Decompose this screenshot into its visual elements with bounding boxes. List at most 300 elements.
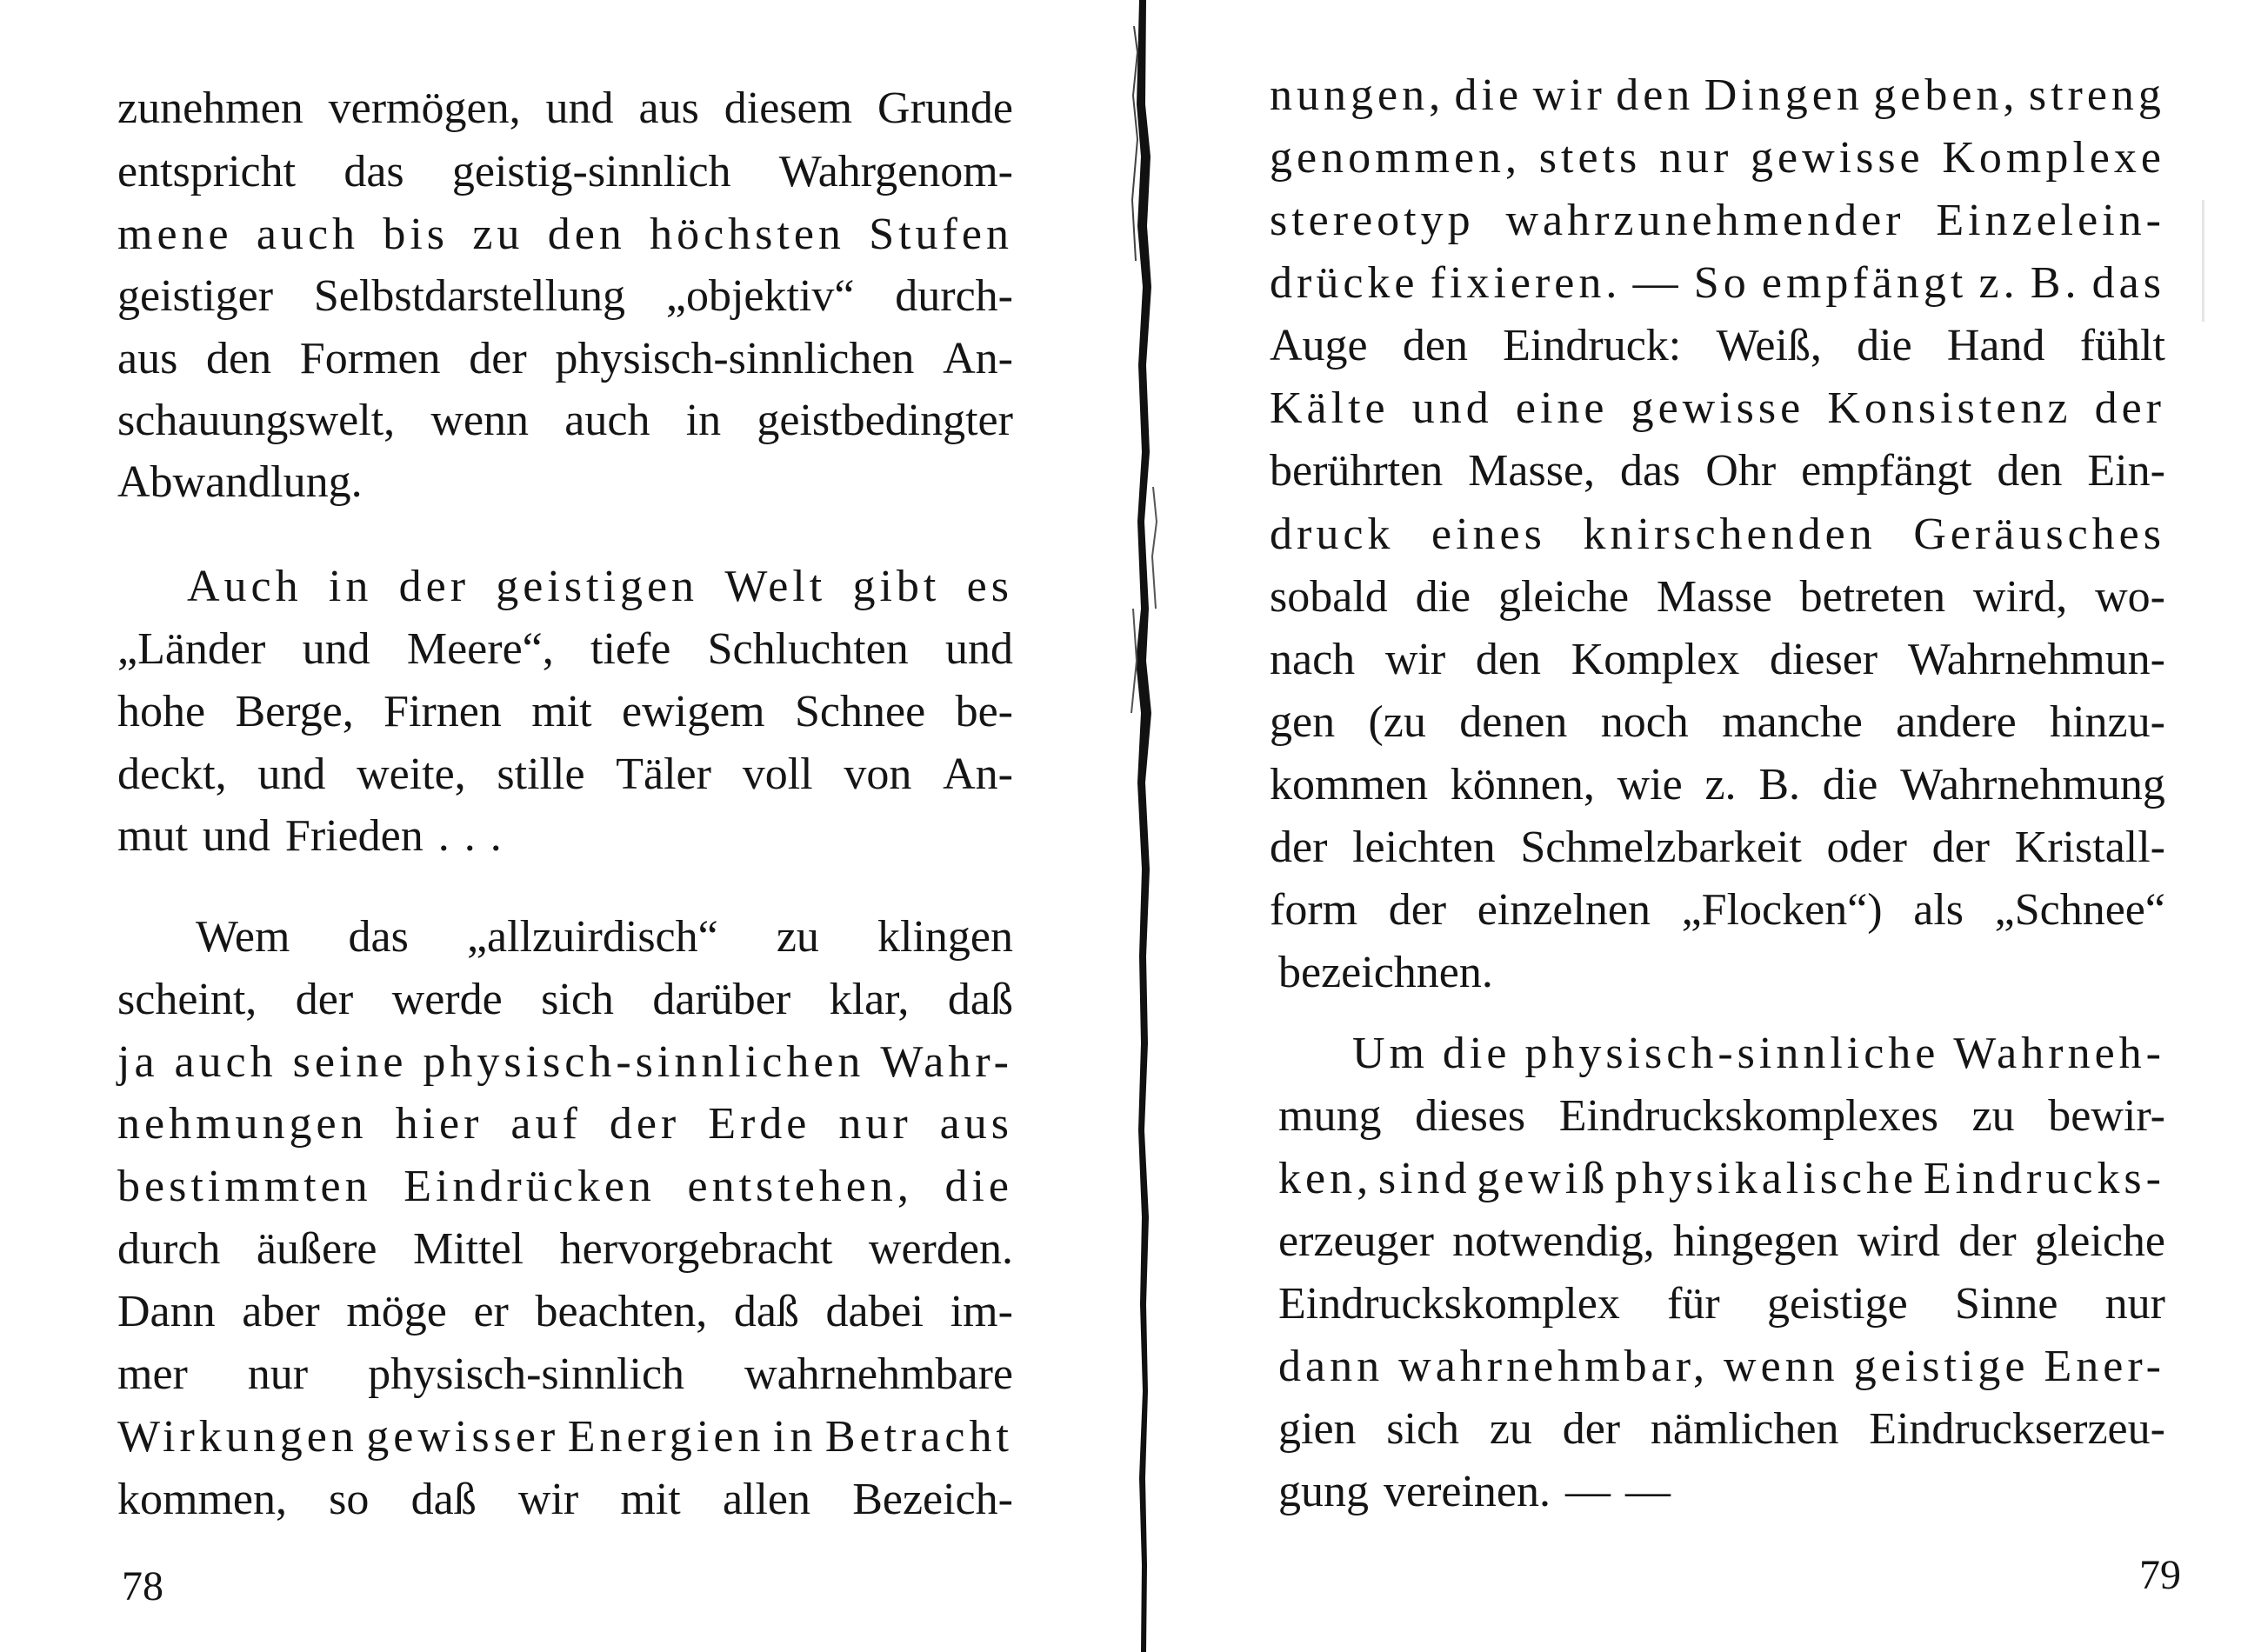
word: andere	[1896, 697, 2017, 747]
word: sich	[1386, 1404, 1460, 1454]
text-line	[196, 907, 1013, 968]
word: werde	[391, 975, 503, 1024]
word: hinzu-	[2050, 697, 2165, 747]
word: Kälte	[1270, 383, 1390, 433]
word: zu	[776, 912, 819, 962]
word: aus	[638, 83, 699, 133]
word: nach	[1270, 635, 1356, 684]
word: gien	[1278, 1404, 1357, 1454]
word: leichten	[1352, 823, 1496, 872]
word: die	[1415, 572, 1471, 622]
word: Masse,	[1468, 446, 1596, 496]
word: daß	[947, 975, 1013, 1024]
text-line	[117, 390, 1013, 451]
word: werden.	[868, 1224, 1013, 1274]
word: die	[944, 1162, 1013, 1211]
word: gleiche	[2034, 1216, 2165, 1266]
word: Weiß,	[1716, 321, 1822, 370]
word: Energien	[567, 1412, 765, 1462]
word: Eindrücken	[404, 1162, 656, 1211]
word: denen	[1459, 697, 1568, 747]
word: Um	[1352, 1029, 1429, 1078]
word: physisch-sinnlichen	[423, 1037, 865, 1087]
text-line	[1270, 65, 2165, 126]
word: im-	[950, 1287, 1013, 1336]
word: und	[202, 811, 270, 861]
word: wir	[1384, 635, 1446, 684]
word: wie	[1617, 760, 1683, 809]
word: möge	[346, 1287, 447, 1336]
word: den	[1475, 635, 1541, 684]
word: Wirkungen	[117, 1412, 358, 1462]
word: sich	[541, 975, 614, 1024]
word: der	[398, 562, 470, 611]
word: gung	[1278, 1467, 1369, 1516]
text-line	[117, 1344, 1013, 1405]
word: Konsistenz	[1827, 383, 2072, 433]
word: er	[473, 1287, 509, 1336]
word: den	[1997, 446, 2063, 496]
word: sobald	[1270, 572, 1388, 622]
word: aus	[117, 334, 178, 383]
word: bestimmten	[117, 1162, 372, 1211]
word: gewisse	[1631, 383, 1805, 433]
word: mer	[117, 1349, 188, 1399]
word: Erde	[708, 1099, 811, 1149]
word: der	[1388, 885, 1447, 935]
text-line	[1270, 253, 2165, 314]
word: Hand	[1946, 321, 2045, 370]
word: geistig-sinnlich	[451, 147, 731, 197]
text-line	[1270, 316, 2165, 376]
word: Wahrneh-	[1953, 1029, 2165, 1078]
word: .	[464, 811, 476, 861]
word: betreten	[1799, 572, 1946, 622]
word: Wem	[196, 912, 290, 962]
word: knirschenden	[1583, 510, 1877, 559]
word: dieses	[1415, 1091, 1526, 1141]
text-line	[1270, 880, 2165, 941]
word: wahrnehmbar,	[1398, 1342, 1709, 1391]
word: An-	[943, 334, 1013, 383]
word: durch-	[895, 271, 1013, 321]
word: wahrnehmbare	[744, 1349, 1013, 1399]
word: Kristall-	[2014, 823, 2165, 872]
word: darüber	[652, 975, 791, 1024]
word: bezeichnen.	[1278, 948, 1493, 997]
word: notwendig,	[1452, 1216, 1655, 1266]
word: mit	[620, 1475, 681, 1524]
word: beachten,	[535, 1287, 708, 1336]
word: Geräusches	[1913, 510, 2165, 559]
text-line	[1270, 190, 2165, 251]
word: geistigen	[496, 562, 699, 611]
word: nur	[1658, 133, 1733, 183]
word: geistige	[1853, 1342, 2030, 1391]
word: dann	[1278, 1342, 1384, 1391]
word: Welt	[724, 562, 827, 611]
word: können,	[1450, 760, 1595, 809]
word: druck	[1270, 510, 1395, 559]
text-line	[117, 266, 1013, 327]
word: vermögen,	[328, 83, 521, 133]
text-line	[1278, 1399, 2165, 1460]
word: B.	[1758, 760, 1801, 809]
word: Dingen	[1704, 70, 1864, 120]
word: stereotyp	[1270, 196, 1475, 245]
text-line	[1278, 943, 2165, 1003]
word: den	[206, 334, 272, 383]
word: als	[1913, 885, 1964, 935]
word: kommen,	[117, 1475, 287, 1524]
word: Schnee	[795, 687, 926, 736]
word: wir	[517, 1475, 579, 1524]
word: gewisser	[366, 1412, 560, 1462]
word: physisch-sinnliche	[1524, 1029, 1940, 1078]
right-page	[1157, 0, 2261, 1652]
text-line	[117, 1469, 1013, 1530]
word: gewisse	[1751, 133, 1924, 183]
word: daß	[733, 1287, 799, 1336]
word: der	[1562, 1404, 1621, 1454]
text-line	[1278, 1274, 2165, 1335]
word: der	[2094, 383, 2165, 433]
word: empfängt	[1801, 446, 1972, 496]
word: Schmelzbarkeit	[1520, 823, 1802, 872]
word: tiefe	[590, 624, 671, 674]
word: mut	[117, 811, 188, 861]
text-line	[1352, 1023, 2165, 1084]
text-line	[117, 452, 1013, 513]
word: es	[966, 562, 1013, 611]
word: wahrzunehmender	[1505, 196, 1905, 245]
word: Masse	[1656, 572, 1772, 622]
word: Betracht	[824, 1412, 1013, 1462]
word: Bezeich-	[852, 1475, 1013, 1524]
word: Meere“,	[406, 624, 554, 674]
word: allen	[722, 1475, 810, 1524]
word: wir	[1532, 70, 1606, 120]
word: oder	[1826, 823, 1907, 872]
word: zunehmen	[117, 83, 303, 133]
word: die	[1442, 1029, 1511, 1078]
word: voll	[742, 749, 813, 799]
word: gen	[1270, 697, 1336, 747]
text-line	[1278, 1462, 2165, 1522]
word: aus	[939, 1099, 1013, 1149]
word: daß	[410, 1475, 477, 1524]
word: zu	[472, 210, 524, 259]
word: auf	[510, 1099, 582, 1149]
word: B.	[2030, 258, 2081, 308]
word: bewir-	[2048, 1091, 2165, 1141]
word: zu	[1971, 1091, 2015, 1141]
word: so	[329, 1475, 370, 1524]
word: der	[609, 1099, 681, 1149]
word: durch	[117, 1224, 221, 1274]
word: und	[545, 83, 614, 133]
text-line	[117, 1094, 1013, 1155]
word: dabei	[825, 1287, 924, 1336]
word: .	[437, 811, 450, 861]
word: fixieren.	[1430, 258, 1622, 308]
word: ken,	[1278, 1154, 1373, 1203]
word: drücke	[1270, 258, 1419, 308]
word: seine	[292, 1037, 408, 1087]
text-line	[1278, 1149, 2165, 1209]
word: Sinne	[1954, 1279, 2058, 1329]
word: z.	[1704, 760, 1737, 809]
word: ja	[117, 1037, 159, 1087]
word: —	[1632, 258, 1683, 308]
word: scheint,	[117, 975, 257, 1024]
word: von	[844, 749, 912, 799]
word: auch	[174, 1037, 277, 1087]
word: nur	[247, 1349, 309, 1399]
text-line	[117, 744, 1013, 805]
word: entstehen,	[687, 1162, 913, 1211]
word: der	[295, 975, 354, 1024]
word: Abwandlung.	[117, 457, 363, 507]
word: Formen	[299, 334, 441, 383]
word: wird,	[1972, 572, 2068, 622]
word: weite,	[357, 749, 466, 799]
word: schauungswelt,	[117, 396, 396, 445]
word: Ohr	[1705, 446, 1777, 496]
word: eine	[1515, 383, 1609, 433]
word: nur	[2104, 1279, 2165, 1329]
word: die	[1454, 70, 1524, 120]
word: deckt,	[117, 749, 227, 799]
word: den	[1616, 70, 1695, 120]
text-line	[117, 1219, 1013, 1280]
word: erzeuger	[1278, 1216, 1434, 1266]
text-line	[117, 619, 1013, 680]
text-line	[187, 556, 1013, 617]
word: physisch-sinnlichen	[555, 334, 915, 383]
word: das	[343, 147, 404, 197]
word: nämlichen	[1650, 1404, 1839, 1454]
word: physisch-sinnlich	[368, 1349, 685, 1399]
text-line	[117, 806, 1013, 867]
page-number: 78	[122, 1563, 163, 1609]
word: Mittel	[413, 1224, 524, 1274]
word: klingen	[877, 912, 1013, 962]
text-line	[1270, 378, 2165, 439]
word: manche	[1722, 697, 1863, 747]
word: Eindruck:	[1503, 321, 1682, 370]
word: gewiß	[1477, 1154, 1610, 1203]
word: genommen,	[1270, 133, 1522, 183]
word: den	[547, 210, 626, 259]
text-line	[1270, 441, 2165, 502]
word: der	[1270, 823, 1328, 872]
text-line	[1270, 629, 2165, 690]
word: entspricht	[117, 147, 297, 197]
word: nehmungen	[117, 1099, 368, 1149]
word: stille	[497, 749, 585, 799]
word: Wahrnehmung	[1900, 760, 2165, 809]
text-line	[117, 1282, 1013, 1342]
word: Wahr-	[880, 1037, 1013, 1087]
word: auch	[256, 210, 360, 259]
word: gleiche	[1497, 572, 1630, 622]
word: An-	[943, 749, 1013, 799]
word: geistige	[1766, 1279, 1908, 1329]
word: äußere	[256, 1224, 377, 1274]
text-line	[1278, 1336, 2165, 1397]
word: —	[1565, 1467, 1611, 1516]
word: gibt	[852, 562, 941, 611]
word: Stufen	[869, 210, 1013, 259]
word: geistiger	[117, 271, 274, 321]
word: Eindrucks-	[1923, 1154, 2165, 1203]
word: Auge	[1270, 321, 1368, 370]
word: wenn	[1724, 1342, 1839, 1391]
word: geistbedingter	[757, 396, 1013, 445]
word: geben,	[1873, 70, 2019, 120]
word: den	[1402, 321, 1468, 370]
word: noch	[1600, 697, 1689, 747]
word: wird	[1857, 1216, 1941, 1266]
word: und	[257, 749, 326, 799]
text-line	[1270, 692, 2165, 753]
text-line	[1270, 817, 2165, 878]
word: zu	[1489, 1404, 1532, 1454]
text-line	[1278, 1086, 2165, 1147]
word: Einzelein-	[1936, 196, 2165, 245]
text-line	[117, 1032, 1013, 1093]
word: empfängt	[1761, 258, 1968, 308]
word: .	[490, 811, 502, 861]
word: hervorgebracht	[559, 1224, 833, 1274]
word: der	[1958, 1216, 2017, 1266]
word: einzelnen	[1477, 885, 1651, 935]
word: das	[2091, 258, 2165, 308]
word: „Länder	[117, 624, 266, 674]
word: Eindruckskomplexes	[1558, 1091, 1938, 1141]
word: Grunde	[877, 83, 1013, 133]
word: Komplexe	[1942, 133, 2165, 183]
word: das	[1620, 446, 1681, 496]
word: physikalische	[1615, 1154, 1918, 1203]
word: berührten	[1270, 446, 1444, 496]
word: höchsten	[650, 210, 845, 259]
word: dieser	[1769, 635, 1878, 684]
word: das	[348, 912, 409, 962]
text-line	[1270, 755, 2165, 816]
word: in	[328, 562, 373, 611]
word: Ein-	[2087, 446, 2165, 496]
word: eines	[1431, 510, 1546, 559]
word: für	[1667, 1279, 1720, 1329]
word: und	[1411, 383, 1493, 433]
word: „allzuirdisch“	[466, 912, 718, 962]
word: und	[944, 624, 1013, 674]
word: bis	[383, 210, 450, 259]
word: nur	[838, 1099, 912, 1149]
word: mung	[1278, 1091, 1382, 1141]
text-line	[117, 1407, 1013, 1468]
word: Selbstdarstellung	[313, 271, 626, 321]
word: Auch	[187, 562, 303, 611]
text-line	[1270, 128, 2165, 189]
word: —	[1625, 1467, 1671, 1516]
word: „objektiv“	[665, 271, 855, 321]
left-page	[0, 0, 1130, 1652]
word: der	[469, 334, 527, 383]
word: die	[1857, 321, 1912, 370]
word: Berge,	[235, 687, 354, 736]
word: be-	[955, 687, 1013, 736]
word: fühlt	[2079, 321, 2165, 370]
word: kommen	[1270, 760, 1428, 809]
word: Schluchten	[707, 624, 909, 674]
word: ewigem	[622, 687, 765, 736]
word: in	[772, 1412, 817, 1462]
text-line	[117, 1156, 1013, 1217]
text-line	[117, 682, 1013, 743]
word: hohe	[117, 687, 206, 736]
word: aber	[242, 1287, 320, 1336]
word: in	[685, 396, 722, 445]
word: Dann	[117, 1287, 216, 1336]
word: streng	[2028, 70, 2165, 120]
word: stets	[1538, 133, 1642, 183]
text-line	[1270, 504, 2165, 565]
word: Frieden	[284, 811, 424, 861]
word: auch	[564, 396, 650, 445]
word: Eindruckskomplex	[1278, 1279, 1620, 1329]
word: „Schnee“	[1994, 885, 2165, 935]
word: klar,	[829, 975, 910, 1024]
word: form	[1270, 885, 1358, 935]
word: sind	[1377, 1154, 1471, 1203]
word: Wahrgenom-	[778, 147, 1013, 197]
text-line	[1278, 1211, 2165, 1272]
word: vereinen.	[1384, 1467, 1551, 1516]
text-line	[117, 204, 1013, 265]
text-line	[117, 78, 1013, 139]
word: Eindruckserzeu-	[1869, 1404, 2165, 1454]
word: und	[302, 624, 370, 674]
word: die	[1822, 760, 1878, 809]
page-number: 79	[2139, 1552, 2181, 1598]
word: diesem	[724, 83, 853, 133]
word: nungen,	[1270, 70, 1445, 120]
word: „Flocken“)	[1681, 885, 1883, 935]
text-line	[117, 969, 1013, 1030]
word: mene	[117, 210, 233, 259]
word: Firnen	[384, 687, 502, 736]
text-line	[117, 329, 1013, 390]
word: Täler	[616, 749, 711, 799]
word: hingegen	[1672, 1216, 1839, 1266]
word: (zu	[1368, 697, 1426, 747]
word: Komplex	[1571, 635, 1740, 684]
text-line	[1270, 567, 2165, 628]
word: z.	[1978, 258, 2019, 308]
word: mit	[531, 687, 592, 736]
word: Ener-	[2044, 1342, 2165, 1391]
word: wenn	[430, 396, 530, 445]
word: der	[1931, 823, 1990, 872]
word: Wahrnehmun-	[1907, 635, 2165, 684]
word: hier	[395, 1099, 484, 1149]
word: So	[1693, 258, 1751, 308]
word: wo-	[2095, 572, 2165, 622]
text-line	[117, 142, 1013, 203]
